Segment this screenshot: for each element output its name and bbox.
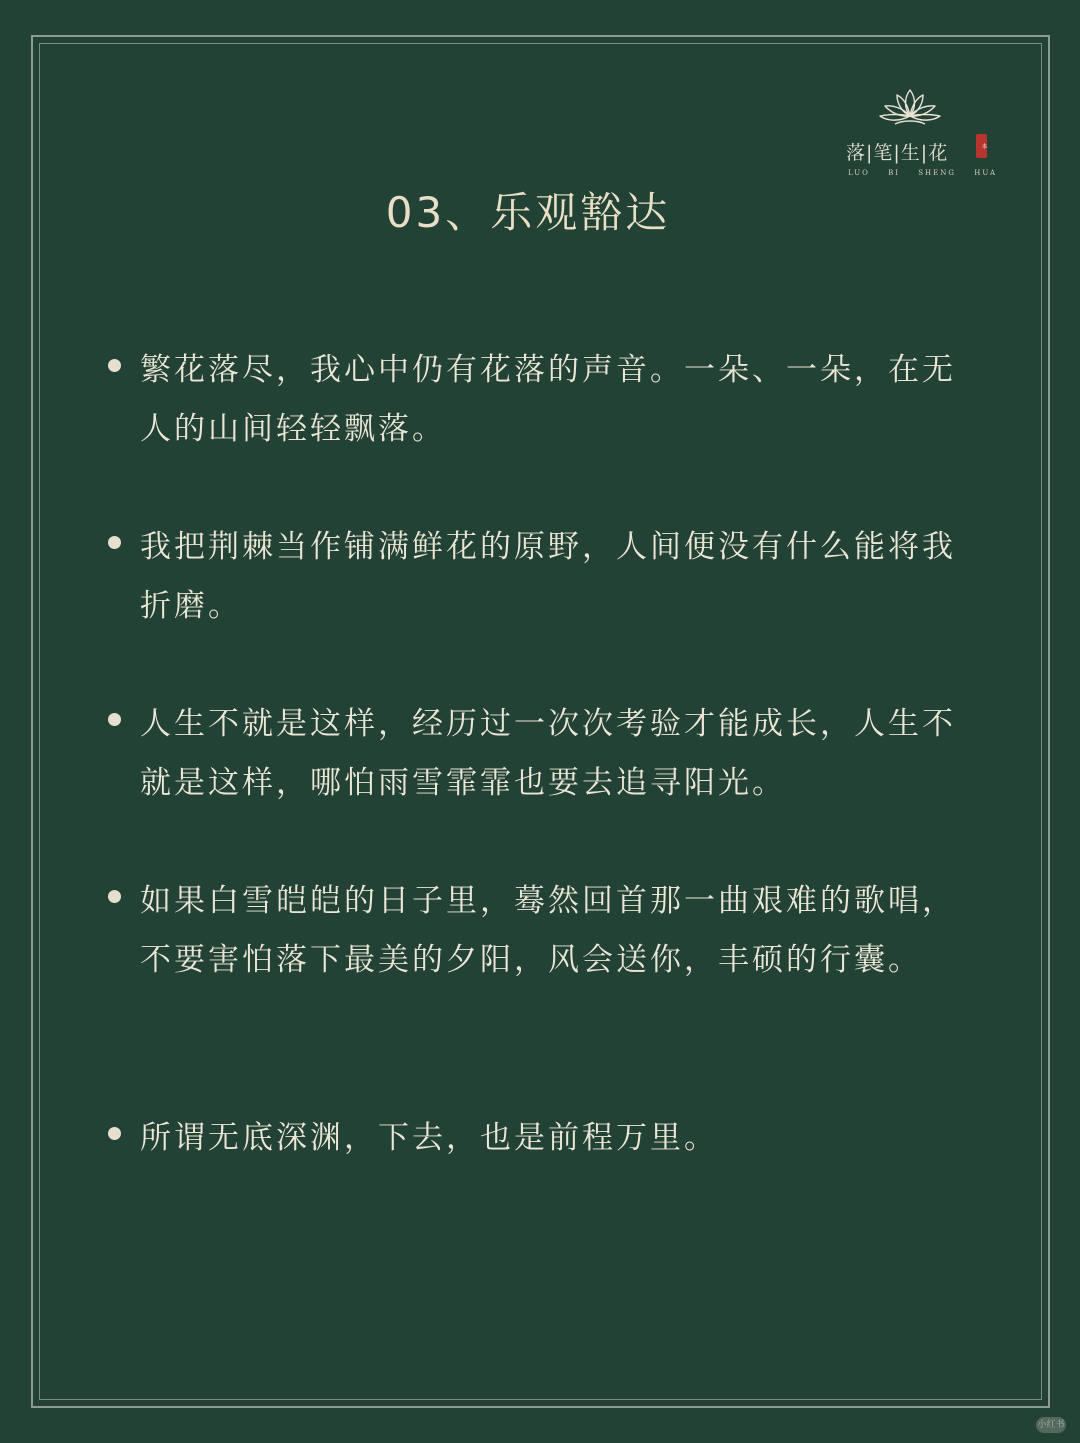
quote-text: 繁花落尽，我心中仍有花落的声音。一朵、一朵，在无人的山间轻轻飘落。 xyxy=(140,352,956,447)
bullet-dot-icon xyxy=(108,1127,121,1140)
brand-logo xyxy=(840,86,998,186)
brand-name: 落|笔|生|花 xyxy=(846,142,949,164)
quote-text: 我把荆棘当作铺满鲜花的原野，人间便没有什么能将我折磨。 xyxy=(140,529,956,624)
page-title: 03、乐观豁达 xyxy=(385,188,671,237)
bullet-dot-icon xyxy=(108,359,121,372)
watermark-badge: 小红书 xyxy=(1036,1417,1066,1433)
bullet-dot-icon xyxy=(108,890,121,903)
red-seal-stamp: 本 xyxy=(976,134,987,158)
brand-pinyin: LUO BI SHENG HUA xyxy=(848,169,998,177)
quote-text: 所谓无底深渊，下去，也是前程万里。 xyxy=(140,1120,718,1156)
quote-text: 人生不就是这样，经历过一次次考验才能成长，人生不就是这样，哪怕雨雪霏霏也要去追寻阳光。 xyxy=(140,706,956,801)
bullet-dot-icon xyxy=(108,713,121,726)
bullet-dot-icon xyxy=(108,536,121,549)
lotus-icon xyxy=(877,86,943,132)
quote-text: 如果白雪皑皑的日子里，蓦然回首那一曲艰难的歌唱，不要害怕落下最美的夕阳，风会送你，丰硕的行囊。 xyxy=(140,883,956,978)
